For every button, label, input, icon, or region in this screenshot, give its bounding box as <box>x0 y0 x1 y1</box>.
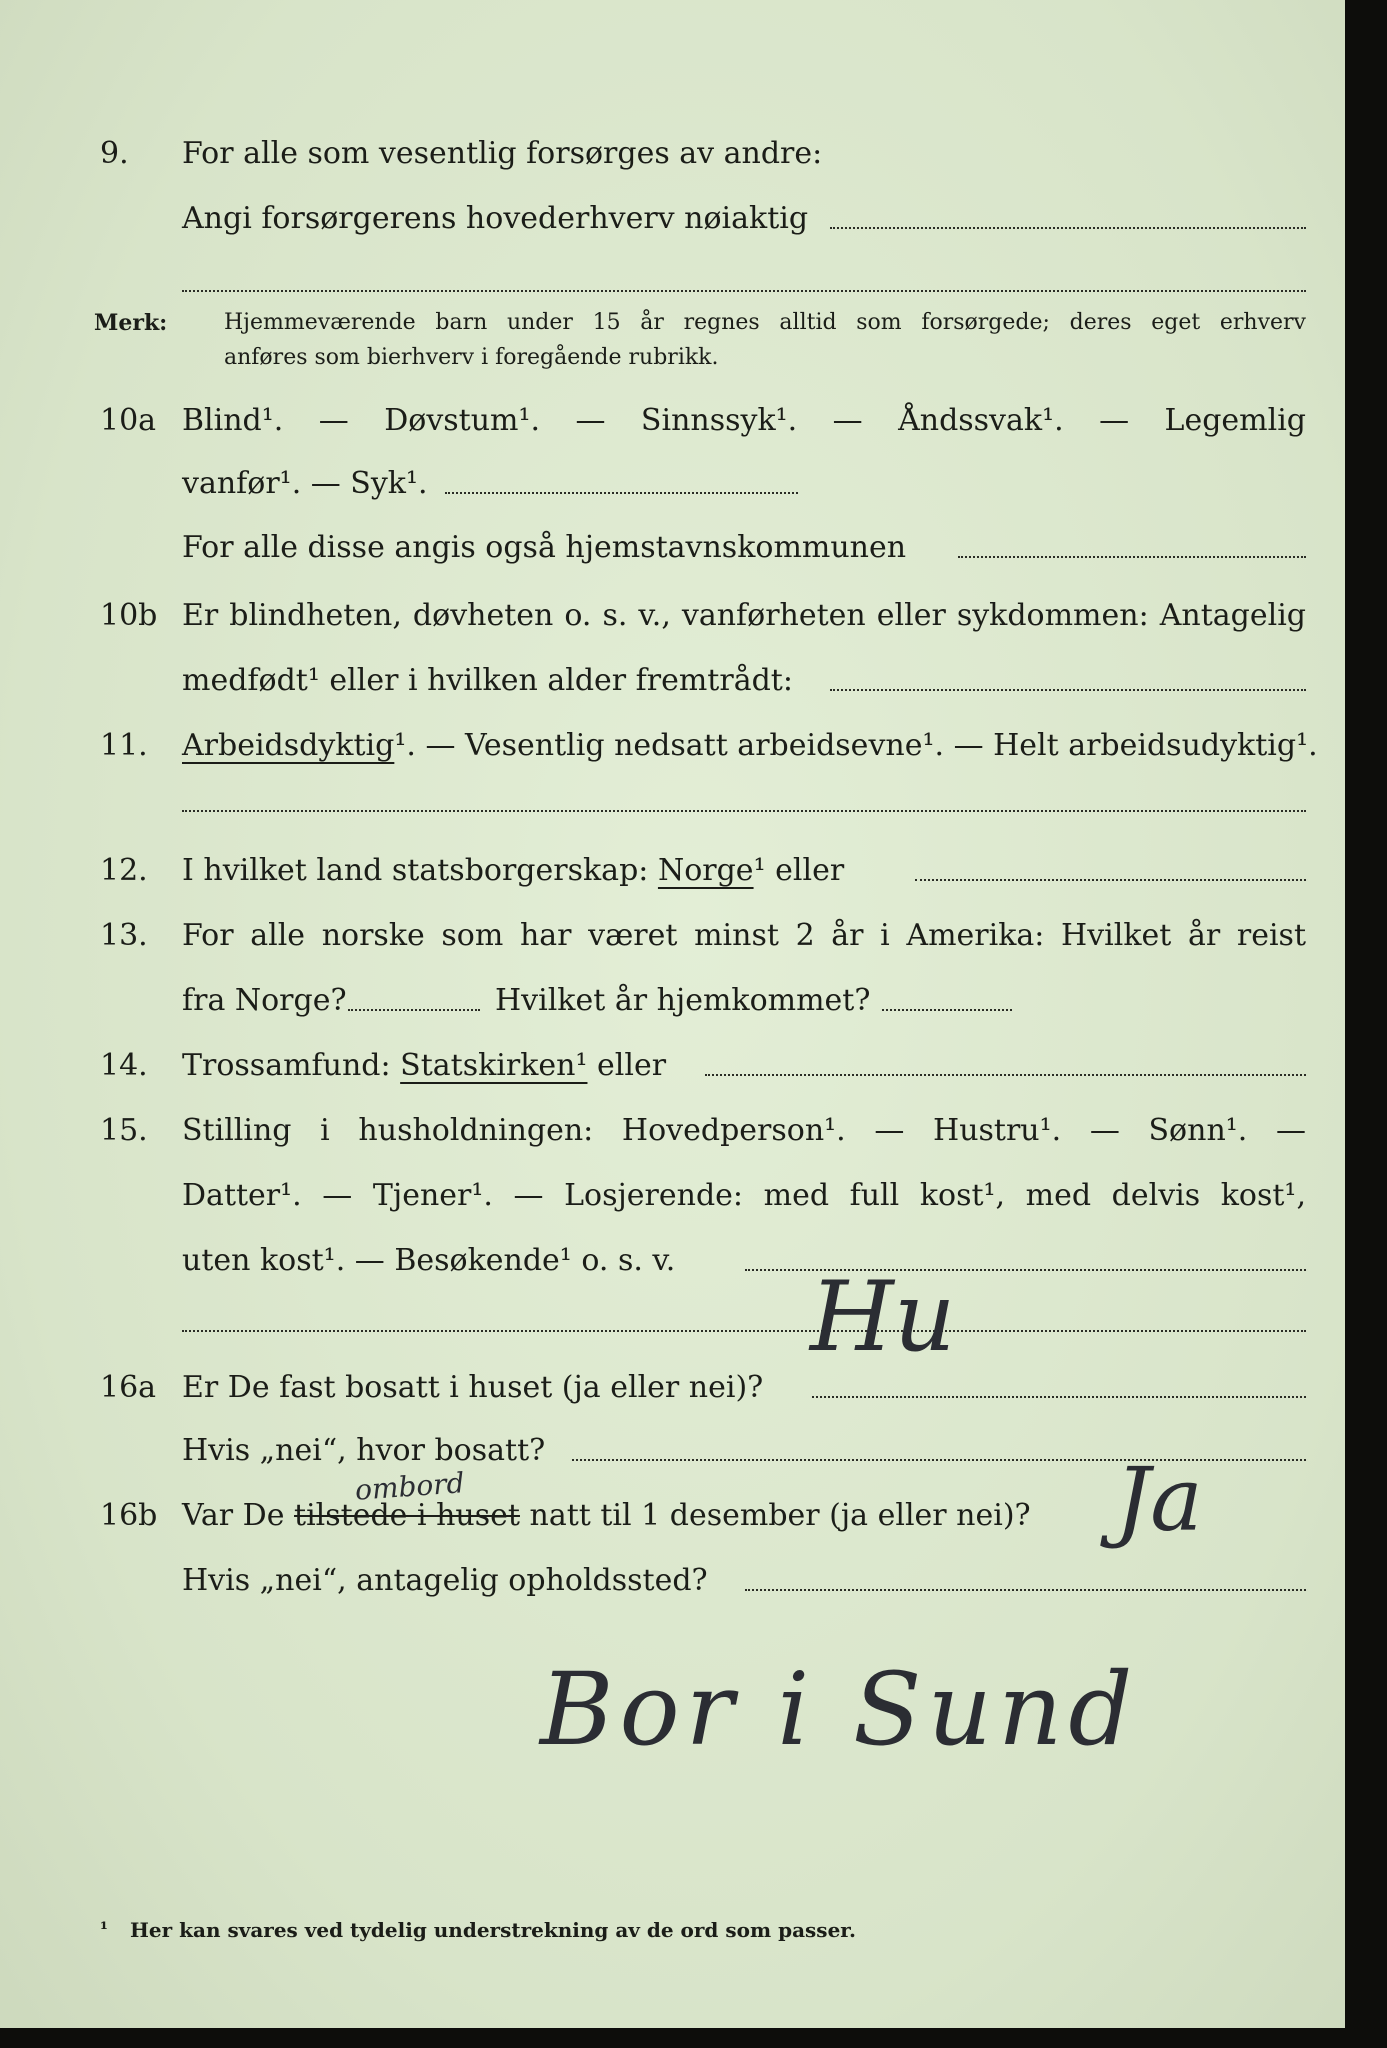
q10b-line1 <box>0 590 1345 642</box>
q13-return-year-field[interactable] <box>882 1009 1012 1011</box>
q11-selected-answer[interactable]: Arbeidsdyktig <box>182 728 395 763</box>
q16b-text-2: Hvis „nei“, antagelig opholdssted? <box>182 1563 708 1598</box>
q14-suffix: eller <box>597 1048 667 1083</box>
q9-line2 <box>0 193 1345 245</box>
q13-number: 13. <box>100 918 148 953</box>
q14-selected-answer[interactable]: Statskirken¹ <box>400 1048 588 1083</box>
q15-line1 <box>0 1105 1345 1157</box>
q10b-text-1: Er blindheten, døvheten o. s. v., vanførheten eller sykdommen: Antagelig <box>182 598 1306 633</box>
q9-text-1: For alle som vesentlig forsørges av andre: <box>182 136 823 171</box>
q15-line3 <box>0 1235 1345 1287</box>
q11-number: 11. <box>100 728 148 763</box>
q16b-number: 16b <box>100 1498 158 1533</box>
q10a-text-3: For alle disse angis også hjemstavnskommunen <box>182 530 907 565</box>
q15-answer-rule[interactable] <box>182 1330 1306 1332</box>
q11-answer-rule[interactable] <box>182 810 1306 812</box>
q16a-line1 <box>0 1362 1345 1414</box>
q9-answer-field[interactable] <box>830 227 1306 229</box>
q10b-line2 <box>0 655 1345 707</box>
q16b-location-field[interactable] <box>745 1589 1306 1591</box>
q13-line2 <box>0 975 1345 1027</box>
q12-prefix: I hvilket land statsborgerskap: <box>182 853 649 888</box>
q10a-text-2: vanfør¹. — Syk¹. <box>182 466 428 501</box>
q11-text <box>182 720 1318 772</box>
q16b-line2 <box>0 1555 1345 1607</box>
q16b-struck-text: tilstede i huset <box>294 1498 520 1533</box>
scan-border-bottom <box>0 2028 1387 2048</box>
q9-answer-rule[interactable] <box>182 290 1306 292</box>
q14-text <box>182 1040 666 1092</box>
merk-line2 <box>0 340 1345 392</box>
q10a-answer-field[interactable] <box>445 492 798 494</box>
q15-number: 15. <box>100 1113 148 1148</box>
q14-prefix: Trossamfund: <box>182 1048 391 1083</box>
handwritten-note: Bor i Sund <box>540 1651 1139 1768</box>
q16a-text-1: Er De fast bosatt i huset (ja eller nei)? <box>182 1370 764 1405</box>
q13-text-a: fra Norge? <box>182 983 347 1018</box>
q10a-line1 <box>0 395 1345 447</box>
q12-selected-answer[interactable]: Norge <box>657 853 754 888</box>
q10a-text-1: Blind¹. — Døvstum¹. — Sinnssyk¹. — Åndssvak¹. — Legemlig <box>182 403 1306 438</box>
q15-text-2: Datter¹. — Tjener¹. — Losjerende: med full kost¹, med delvis kost¹, <box>182 1178 1306 1213</box>
q14-number: 14. <box>100 1048 148 1083</box>
q13-text-1: For alle norske som har været minst 2 år i Amerika: Hvilket år reist <box>182 918 1306 953</box>
q16a-text-2: Hvis „nei“, hvor bosatt? <box>182 1433 546 1468</box>
q13-text-b: Hvilket år hjemkommet? <box>495 983 871 1018</box>
q13-departure-year-field[interactable] <box>348 1009 480 1011</box>
q10b-text-2: medfødt¹ eller i hvilken alder fremtrådt: <box>182 663 793 698</box>
q11-line <box>0 720 1345 772</box>
q10a-line2 <box>0 458 1345 510</box>
q15-text-3: uten kost¹. — Besøkende¹ o. s. v. <box>182 1243 676 1278</box>
q16b-handwritten-insert: ombord <box>353 1466 466 1507</box>
merk-label: Merk: <box>94 310 168 336</box>
q9-line1 <box>0 128 1345 180</box>
q10a-hometown-field[interactable] <box>958 556 1306 558</box>
q14-line <box>0 1040 1345 1092</box>
scan-border-right <box>1345 0 1387 2048</box>
q12-number: 12. <box>100 853 148 888</box>
q12-text <box>182 845 844 897</box>
q10b-answer-field[interactable] <box>830 689 1306 691</box>
q13-line1 <box>0 910 1345 962</box>
q10a-line3 <box>0 522 1345 574</box>
footnote-text: Her kan svares ved tydelig understrekning av de ord som passer. <box>130 1918 856 1942</box>
q9-text-2: Angi forsørgerens hovederhverv nøiaktig <box>182 201 809 236</box>
q16b-text-1 <box>182 1490 1031 1542</box>
q14-answer-field[interactable] <box>705 1074 1306 1076</box>
q11-text-rest: ¹. — Vesentlig nedsatt arbeidsevne¹. — Helt arbeidsudyktig¹. <box>394 728 1318 763</box>
q16b-prefix: Var De <box>182 1498 285 1533</box>
merk-text-1: Hjemmeværende barn under 15 år regnes alltid som forsørgede; deres eget erhverv <box>224 310 1306 335</box>
footnote-mark: ¹ <box>100 1919 108 1940</box>
q16a-number: 16a <box>100 1370 157 1405</box>
q16a-answer-field[interactable] <box>812 1396 1306 1398</box>
q16b-handwritten-answer: Ja <box>1115 1448 1203 1551</box>
q9-number: 9. <box>100 136 129 171</box>
q15-handwritten-answer: Hu <box>810 1261 956 1373</box>
q15-text-1: Stilling i husholdningen: Hovedperson¹. — Hustru¹. — Sønn¹. — <box>182 1113 1306 1148</box>
q10a-number: 10a <box>100 403 157 438</box>
q12-line <box>0 845 1345 897</box>
q16b-suffix: natt til 1 desember (ja eller nei)? <box>529 1498 1031 1533</box>
merk-text-2: anføres som bierhverv i foregående rubrikk. <box>224 345 719 370</box>
q10b-number: 10b <box>100 598 158 633</box>
q12-suffix: ¹ eller <box>753 853 845 888</box>
q15-line2 <box>0 1170 1345 1222</box>
q12-answer-field[interactable] <box>915 879 1306 881</box>
